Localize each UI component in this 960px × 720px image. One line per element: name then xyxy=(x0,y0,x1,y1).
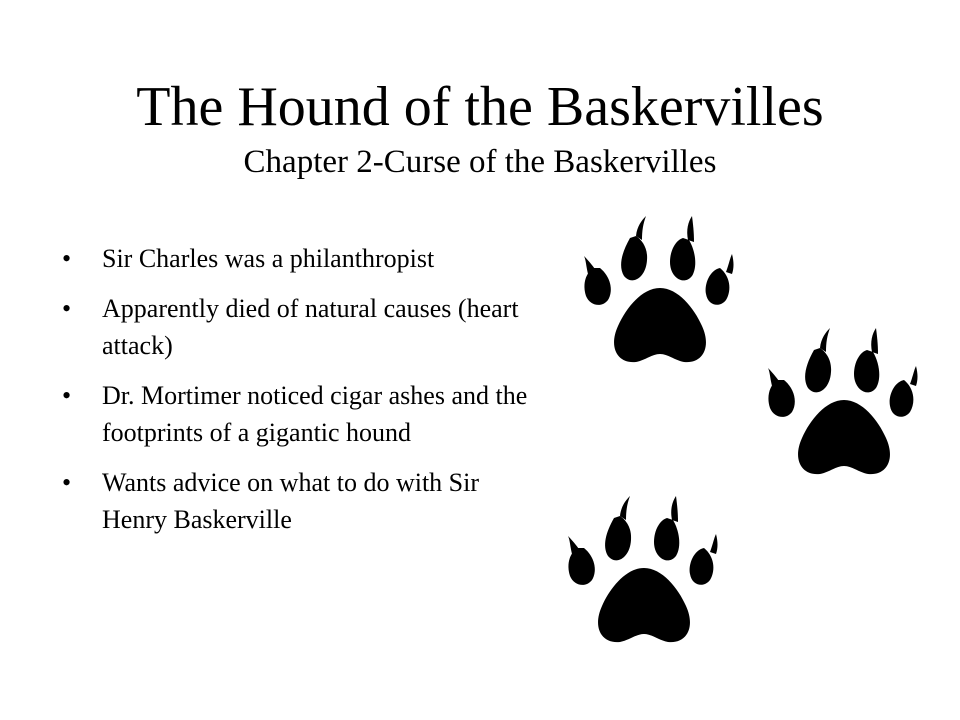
slide-title: The Hound of the Baskervilles xyxy=(136,76,824,138)
bullet-marker: • xyxy=(62,244,72,273)
bullet-text: Apparently died of natural causes (heart attack) xyxy=(102,294,519,360)
bullet-list xyxy=(62,240,542,551)
paw-print-icon xyxy=(764,326,924,478)
bullet-text: Dr. Mortimer noticed cigar ashes and the footprints of a gigantic hound xyxy=(102,381,528,447)
bullet-marker: • xyxy=(62,381,72,410)
bullet-text: Sir Charles was a philanthropist xyxy=(102,244,435,273)
slide-subtitle: Chapter 2-Curse of the Baskervilles xyxy=(243,144,717,180)
bullet-text: Wants advice on what to do with Sir Henry Baskerville xyxy=(102,468,480,534)
paw-print-icon xyxy=(580,214,740,366)
bullet-item xyxy=(62,240,542,277)
bullet-item xyxy=(62,377,542,451)
bullet-item xyxy=(62,464,542,538)
bullet-marker: • xyxy=(62,468,72,497)
bullet-marker: • xyxy=(62,294,72,323)
paw-print-icon xyxy=(564,494,724,646)
bullet-item xyxy=(62,290,542,364)
